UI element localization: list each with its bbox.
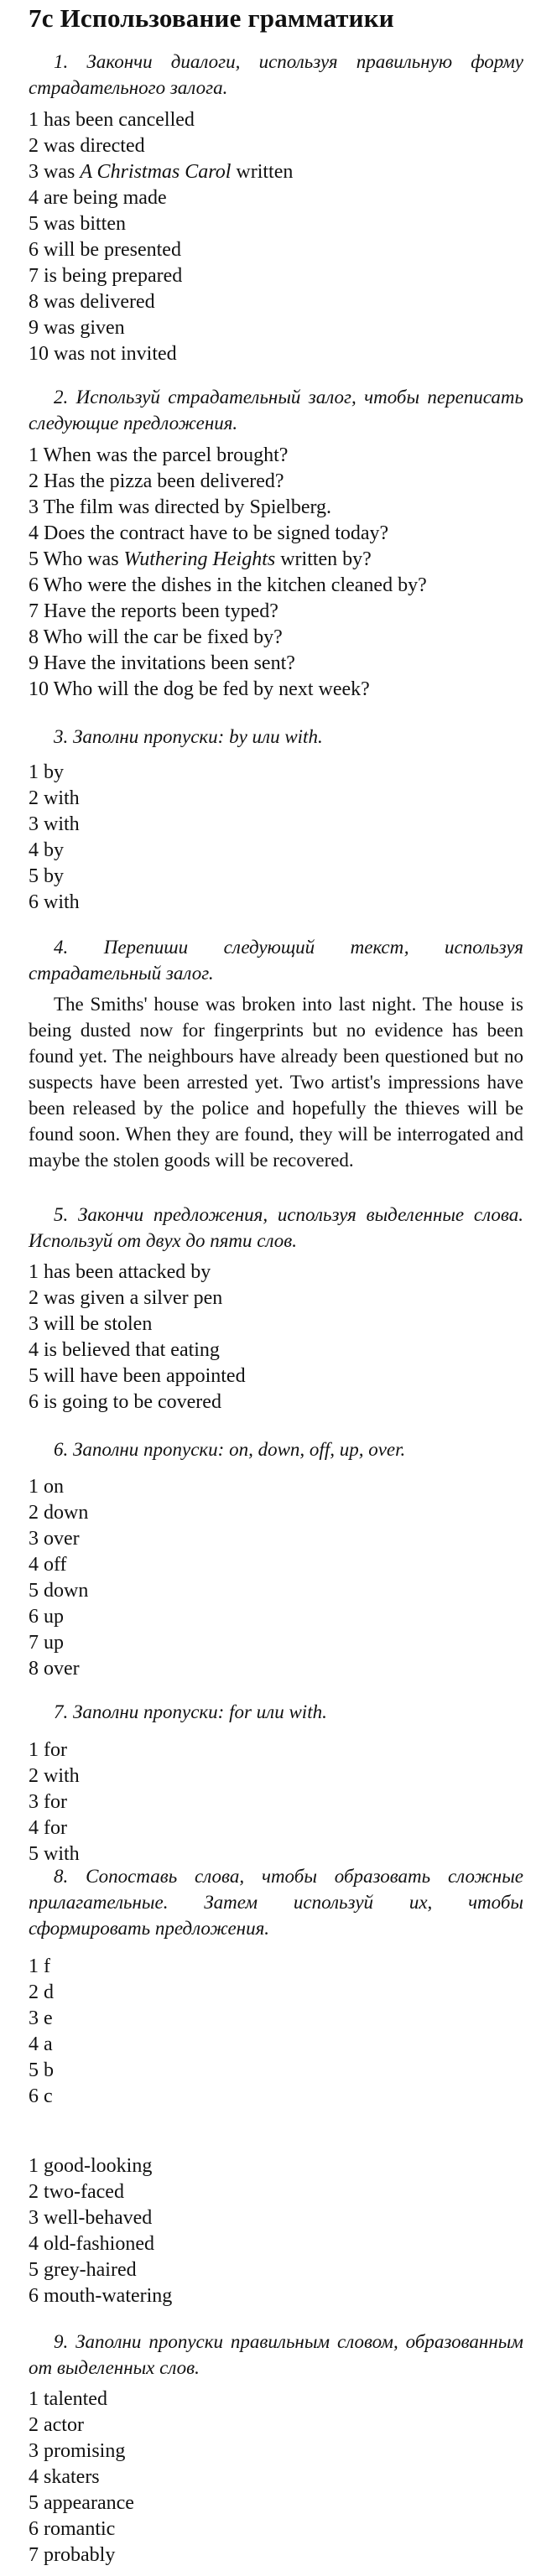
answer-item: 3 The film was directed by Spielberg. <box>29 496 332 518</box>
exercise-9-answers <box>29 2386 134 2568</box>
answer-item: 1 has been attacked by <box>29 1261 211 1283</box>
answer-item: 3 will be stolen <box>29 1313 153 1335</box>
exercise-2-answers <box>29 443 427 703</box>
answer-item: 5 down <box>29 1580 89 1602</box>
answer-item: 3 e <box>29 2007 53 2029</box>
answer-item: 3 promising <box>29 2440 126 2462</box>
answer-item: 3 was A Christmas Carol written <box>29 161 294 183</box>
answer-item: 6 with <box>29 891 80 913</box>
exercise-1-answers <box>29 107 293 367</box>
exercise-1-instruction: 1. Закончи диалоги, используя правильную форму страдательного залога. <box>29 51 523 98</box>
page-title: 7c Использование грамматики <box>29 3 394 33</box>
answer-item: 1 has been cancelled <box>29 109 195 131</box>
answer-item: 4 a <box>29 2033 53 2055</box>
answer-item: 6 romantic <box>29 2518 116 2540</box>
answer-item: 4 off <box>29 1554 67 1576</box>
answer-item: 8 Who will the car be fixed by? <box>29 626 283 648</box>
answer-item: 6 Who were the dishes in the kitchen cleaned by? <box>29 574 427 596</box>
answer-item: 9 Have the invitations been sent? <box>29 652 295 674</box>
answer-item: 10 Who will the dog be fed by next week? <box>29 678 370 700</box>
answer-item: 5 grey-haired <box>29 2259 137 2281</box>
answer-item: 4 for <box>29 1817 67 1839</box>
answer-item: 4 old-fashioned <box>29 2233 154 2255</box>
answer-item: 3 for <box>29 1791 67 1813</box>
answer-item: 4 is believed that eating <box>29 1339 220 1361</box>
answer-item: 1 good-looking <box>29 2155 153 2177</box>
exercise-5-answers <box>29 1259 246 1415</box>
answer-item: 3 over <box>29 1528 80 1550</box>
exercise-8-instruction: 8. Сопоставь слова, чтобы образовать сложные прилагательные. Затем используй их, чтобы сформировать предложения. <box>29 1866 523 1939</box>
answer-item: 6 up <box>29 1606 64 1628</box>
exercise-3-instruction: 3. Заполни пропуски: by или with. <box>54 726 323 747</box>
answer-item: 1 by <box>29 761 64 783</box>
answer-item: 5 was bitten <box>29 213 126 235</box>
answer-item: 7 is being prepared <box>29 265 183 287</box>
answer-item: 1 f <box>29 1955 50 1977</box>
answer-item: 2 Has the pizza been delivered? <box>29 470 284 492</box>
answer-item: 2 was directed <box>29 135 145 157</box>
answer-item: 6 is going to be covered <box>29 1391 221 1413</box>
answer-item: 5 will have been appointed <box>29 1365 246 1387</box>
answer-item: 2 d <box>29 1981 54 2003</box>
answer-item: 2 with <box>29 787 80 809</box>
exercise-9-instruction: 9. Заполни пропуски правильным словом, образованным от выделенных слов. <box>29 2331 523 2378</box>
answer-item: 2 down <box>29 1502 89 1524</box>
answer-item: 5 by <box>29 865 64 887</box>
exercise-7-answers <box>29 1737 80 1867</box>
answer-item: 2 was given a silver pen <box>29 1287 223 1309</box>
exercise-2-instruction: 2. Используй страдательный залог, чтобы переписать следующие предложения. <box>29 387 523 434</box>
answer-item: 6 c <box>29 2085 53 2107</box>
exercise-4-instruction: 4. Перепиши следующий текст, используя страдательный залог. <box>29 937 523 984</box>
answer-item: 5 b <box>29 2059 54 2081</box>
answer-item: 5 appearance <box>29 2492 134 2514</box>
answer-item: 2 actor <box>29 2414 84 2436</box>
answer-item: 7 Have the reports been typed? <box>29 600 278 622</box>
answer-item: 9 was given <box>29 317 125 339</box>
exercise-3-answers <box>29 760 80 916</box>
answer-item: 3 with <box>29 813 80 835</box>
answer-item: 7 up <box>29 1632 64 1654</box>
exercise-8-matching-answers <box>29 1954 54 2110</box>
answer-item: 1 on <box>29 1476 64 1498</box>
exercise-8-adjective-answers <box>29 2153 172 2309</box>
answer-item: 1 for <box>29 1739 67 1761</box>
answer-item: 6 mouth-watering <box>29 2285 173 2307</box>
exercise-6-answers <box>29 1474 88 1682</box>
answer-item: 2 with <box>29 1765 80 1787</box>
answer-item: 5 Who was Wuthering Heights written by? <box>29 548 372 570</box>
exercise-6-instruction: 6. Заполни пропуски: on, down, off, up, over. <box>54 1439 406 1460</box>
answer-item: 8 was delivered <box>29 291 155 313</box>
answer-item: 8 over <box>29 1658 80 1680</box>
exercise-5-instruction: 5. Закончи предложения, используя выделенные слова. Используй от двух до пяти слов. <box>29 1204 523 1251</box>
answer-item: 4 Does the contract have to be signed today? <box>29 522 389 544</box>
answer-item: 10 was not invited <box>29 343 177 365</box>
answer-item: 4 by <box>29 839 64 861</box>
answer-item: 4 are being made <box>29 187 167 209</box>
answer-item: 6 will be presented <box>29 239 181 261</box>
answer-item: 4 skaters <box>29 2466 100 2488</box>
answer-item: 1 talented <box>29 2388 107 2410</box>
answer-item: 5 with <box>29 1843 80 1865</box>
answer-item: 7 probably <box>29 2544 116 2566</box>
answer-item: 2 two-faced <box>29 2181 124 2203</box>
exercise-7-instruction: 7. Заполни пропуски: for или with. <box>54 1701 327 1722</box>
answer-item: 1 When was the parcel brought? <box>29 444 289 466</box>
exercise-4-text: The Smiths' house was broken into last night. The house is being dusted now for fingerprints but no evidence has been found yet. The neighbours have already been questioned but no suspects have been arrested yet. Two artist's impressions have been released by the police and hopefully the thieves will be found soon. When they are found, they will be interrogated and maybe the stolen goods will be recovered. <box>29 994 523 1171</box>
answer-item: 3 well-behaved <box>29 2207 153 2229</box>
